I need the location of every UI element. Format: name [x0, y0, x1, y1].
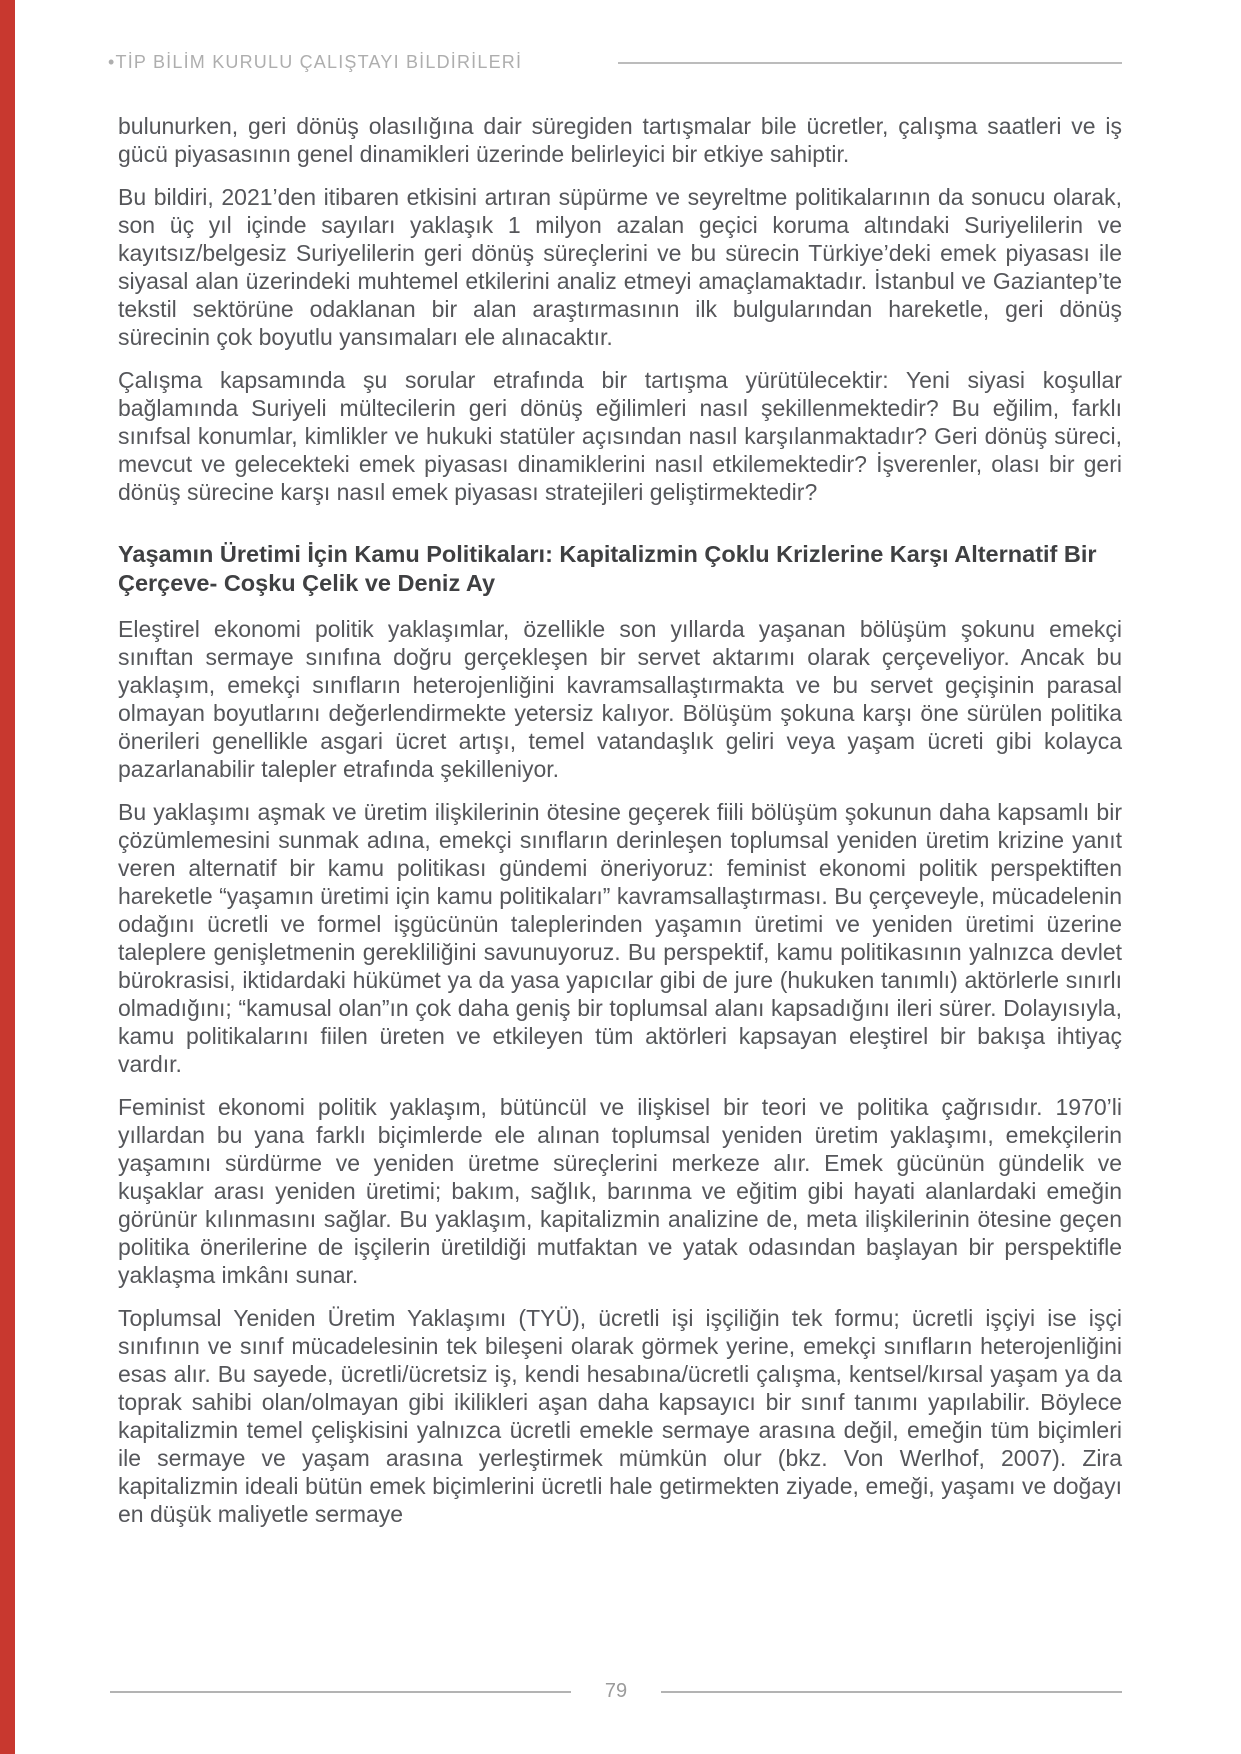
page-number: 79 [604, 1680, 628, 1702]
running-header-title: •TİP BİLİM KURULU ÇALIŞTAYI BİLDİRİLERİ [108, 52, 523, 72]
page-content [118, 112, 1122, 1543]
section-paragraph-1: Eleştirel ekonomi politik yaklaşımlar, özellikle son yıllarda yaşanan bölüşüm şokunu emekçi sınıftan sermaye sınıfına doğru gerçekleşen bir servet aktarımı olarak çerçeveliyor. Ancak bu yaklaşım, emekçi sınıfların heterojenliğini kavramsallaştırmakta ve bu servet geçişinin parasal olmayan boyutlarını değerlendirmekte yetersiz kalıyor. Bölüşüm şokuna karşı öne sürülen politika önerileri genellikle asgari ücret artışı, temel vatandaşlık geliri veya yaşam ücreti gibi kolayca pazarlanabilir talepler etrafında şekilleniyor. [118, 616, 1122, 782]
intro-paragraph-2: Bu bildiri, 2021’den itibaren etkisini artıran süpürme ve seyreltme politikalarının da sonucu olarak, son üç yıl içinde sayıları yaklaşık 1 milyon azalan geçici koruma altındaki Suriyelilerin ve kayıtsız/belgesiz Suriyelilerin geri dönüş süreçlerini ve bu sürecin Türkiye’deki emek piyasası ile siyasal alan üzerindeki muhtemel etkilerini analiz etmeyi amaçlamaktadır. İstanbul ve Gaziantep’te tekstil sektörüne odaklanan bir alan araştırmasının ilk bulgularından hareketle, geri dönüş sürecinin çok boyutlu yansımaları ele alınacaktır. [118, 184, 1122, 350]
section-paragraph-4: Toplumsal Yeniden Üretim Yaklaşımı (TYÜ), ücretli işi işçiliğin tek formu; ücretli işçiyi ise işçi sınıfının ve sınıf mücadelesinin tek bileşeni olarak görmek yerine, emekçi sınıfların heterojenliğini esas alır. Bu sayede, ücretli/ücretsiz iş, kendi hesabına/ücretli çalışma, kentsel/kırsal yaşam ya da toprak sahibi olan/olmayan gibi ikilikleri aşan daha kapsayıcı bir sınıf tanımı yapılabilir. Böylece kapitalizmin temel çelişkisini yalnızca ücretli emekle sermaye arasına değil, emeğin tüm biçimleri ile sermaye ve yaşam arasına yerleştirmek mümkün olur (bkz. Von Werlhof, 2007). Zira kapitalizmin ideali bütün emek biçimlerini ücretli hale getirmekten ziyade, emeği, yaşamı ve doğayı en düşük maliyetle sermaye [118, 1305, 1122, 1527]
footer-rule-right [661, 1691, 1122, 1693]
section-paragraph-2: Bu yaklaşımı aşmak ve üretim ilişkilerinin ötesine geçerek fiili bölüşüm şokunun daha kapsamlı bir çözümlemesini sunmak adına, emekçi sınıfların derinleşen toplumsal yeniden üretim krizine yanıt veren alternatif bir kamu politikası gündemi öneriyoruz: feminist ekonomi politik perspektiften hareketle “yaşamın üretimi için kamu politikaları” kavramsallaştırması. Bu çerçeveyle, mücadelenin odağını ücretli ve formel işgücünün taleplerinden yaşamın üretimi ve yeniden üretimi üzerine taleplere genişletmenin gerekliliğini savunuyoruz. Bu perspektif, kamu politikasının yalnızca devlet bürokrasisi, iktidardaki hükümet ya da yasa yapıcılar gibi de jure (hukuken tanımlı) aktörlerle sınırlı olmadığını; “kamusal olan”ın çok daha geniş bir toplumsal alanı kapsadığını ileri sürer. Dolayısıyla, kamu politikalarını fiilen üreten ve etkileyen tüm aktörleri kapsayan eleştirel bir bakışa ihtiyaç vardır. [118, 799, 1122, 1077]
intro-paragraph-1: bulunurken, geri dönüş olasılığına dair süregiden tartışmalar bile ücretler, çalışma saatleri ve iş gücü piyasasının genel dinamikleri üzerinde belirleyici bir etkiye sahiptir. [118, 113, 1122, 167]
header-rule [618, 62, 1122, 64]
section-heading: Yaşamın Üretimi İçin Kamu Politikaları: Kapitalizmin Çoklu Krizlerine Karşı Alternatif Bir Çerçeve- Coşku Çelik ve Deniz Ay [118, 541, 1097, 596]
page-footer [110, 1680, 1122, 1703]
left-accent-bar [0, 0, 15, 1754]
running-header [108, 52, 1122, 73]
footer-rule-left [110, 1691, 571, 1693]
section-paragraph-3: Feminist ekonomi politik yaklaşım, bütüncül ve ilişkisel bir teori ve politika çağrısıdır. 1970’li yıllardan bu yana farklı biçimlerde ele alınan toplumsal yeniden üretim yaklaşımı, emekçilerin yaşamını sürdürme ve yeniden üretme süreçlerini merkeze alır. Emek gücünün gündelik ve kuşaklar arası yeniden üretimi; bakım, sağlık, barınma ve eğitim gibi hayati alanlardaki emeğin görünür kılınmasını sağlar. Bu yaklaşım, kapitalizmin analizine de, meta ilişkilerinin ötesine geçen politika önerilerine de işçilerin üretildiği mutfaktan ve yatak odasından başlayan bir perspektifle yaklaşma imkânı sunar. [118, 1094, 1122, 1288]
intro-paragraph-3: Çalışma kapsamında şu sorular etrafında bir tartışma yürütülecektir: Yeni siyasi koşullar bağlamında Suriyeli mültecilerin geri dönüş eğilimleri nasıl şekillenmektedir? Bu eğilim, farklı sınıfsal konumlar, kimlikler ve hukuki statüler açısından nasıl karşılanmaktadır? Geri dönüş süreci, mevcut ve gelecekteki emek piyasası dinamiklerini nasıl etkilemektedir? İşverenler, olası bir geri dönüş sürecine karşı nasıl emek piyasası stratejileri geliştirmektedir? [118, 367, 1122, 505]
